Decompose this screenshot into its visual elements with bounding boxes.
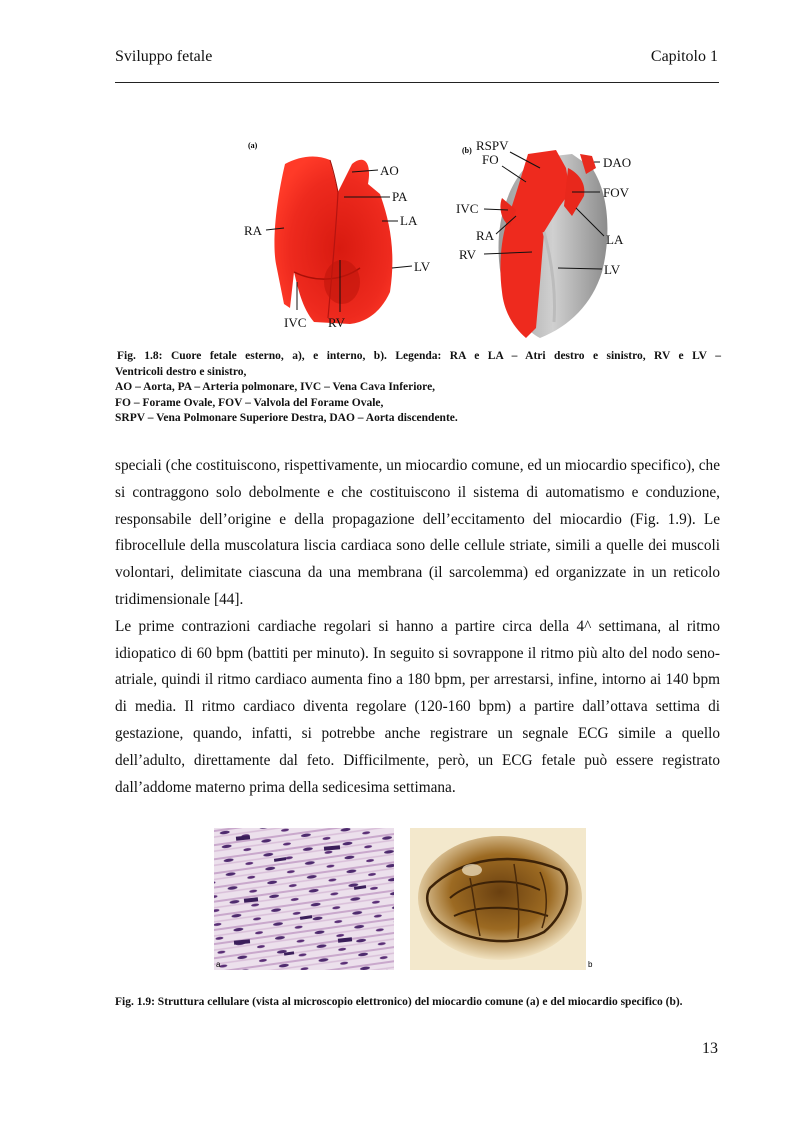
- panel-b-heart: [499, 150, 608, 338]
- label-b-lv: LV: [604, 262, 621, 277]
- panel-a-heart: [274, 157, 392, 324]
- figure-1-8: [240, 132, 646, 344]
- caption-line: FO – Forame Ovale, FOV – Valvola del Forame Ovale,: [115, 396, 384, 409]
- header-rule: [115, 82, 719, 83]
- caption-line: SRPV – Vena Polmonare Superiore Destra, DAO – Aorta discendente.: [115, 412, 458, 424]
- label-b-rv: RV: [459, 247, 477, 262]
- label-a-ra: RA: [244, 223, 263, 238]
- label-b-fo: FO: [482, 152, 499, 167]
- page-number: 13: [702, 1040, 718, 1057]
- label-b-la: LA: [606, 232, 624, 247]
- label-b-rspv: RSPV: [476, 138, 509, 153]
- micrograph-a: [214, 828, 394, 970]
- label-b-ivc: IVC: [456, 201, 479, 216]
- label-a-lv: LV: [414, 259, 431, 274]
- running-header-chapter: Capitolo 1: [650, 48, 718, 65]
- panel-a-tag: (a): [248, 141, 258, 150]
- figure-1-8-caption: [115, 349, 721, 427]
- label-b-ra: RA: [476, 228, 495, 243]
- label-a-ao: AO: [380, 163, 399, 178]
- figure-1-9: [214, 828, 602, 970]
- micrograph-b-tag: b: [588, 960, 593, 969]
- caption-line: AO – Aorta, PA – Arteria polmonare, IVC – Vena Cava Inferiore,: [115, 381, 436, 393]
- micrograph-a-tag: a: [216, 960, 221, 969]
- label-a-rv: RV: [328, 315, 346, 330]
- body-text: [115, 453, 720, 801]
- paragraph: Le prime contrazioni cardiache regolari si hanno a partire circa della 4^ settimana, al ritmo idiopatico di 60 bpm (battiti per minuto). In seguito si sovrappone il ritmo più alto del nodo seno-atriale, quindi il ritmo cardiaco aumenta fino a 180 bpm, per arrestarsi, infine, intorno ai 140 bpm di media. Il ritmo cardiaco diventa regolare (120-160 bpm) a partire dall’ottava settima di gestazione, quando, infatti, si potrebbe anche registrare un segnale ECG simile a quello dell’adulto, direttamente dal feto. Difficilmente, però, un ECG fetale può essere registrato dall’addome materno prima della sedicesima settimana.: [115, 617, 720, 796]
- running-header-title: Sviluppo fetale: [115, 48, 213, 65]
- panel-b-tag: (b): [462, 146, 472, 155]
- caption-line: Ventricoli destro e sinistro,: [115, 365, 247, 378]
- label-a-ivc: IVC: [284, 315, 307, 330]
- micrograph-b: [410, 828, 586, 970]
- figure-1-9-caption: Fig. 1.9: Struttura cellulare (vista al microscopio elettronico) del miocardio comune (a) e del miocardio specifico (b).: [115, 996, 683, 1008]
- caption-line: Fig. 1.8: Cuore fetale esterno, a), e interno, b). Legenda: RA e LA – Atri destro e sinistro, RV e LV –: [117, 350, 721, 362]
- paragraph: speciali (che costituiscono, rispettivamente, un miocardio comune, ed un miocardio specifico), che si contraggono solo debolmente e che costituiscono il sistema di automatismo e conduzione, responsabile dell’origine e della propagazione dell’eccitamento del miocardio (Fig. 1.9). Le fibrocellule della muscolatura liscia cardiaca sono delle cellule striate, simili a quelle dei muscoli volontari, delimitate ciascuna da una membrana (il sarcolemma) ed organizzate in un reticolo tridimensionale [44].: [115, 457, 720, 608]
- label-a-pa: PA: [392, 189, 408, 204]
- label-b-dao: DAO: [603, 155, 632, 170]
- label-b-fov: FOV: [603, 185, 630, 200]
- label-a-la: LA: [400, 213, 418, 228]
